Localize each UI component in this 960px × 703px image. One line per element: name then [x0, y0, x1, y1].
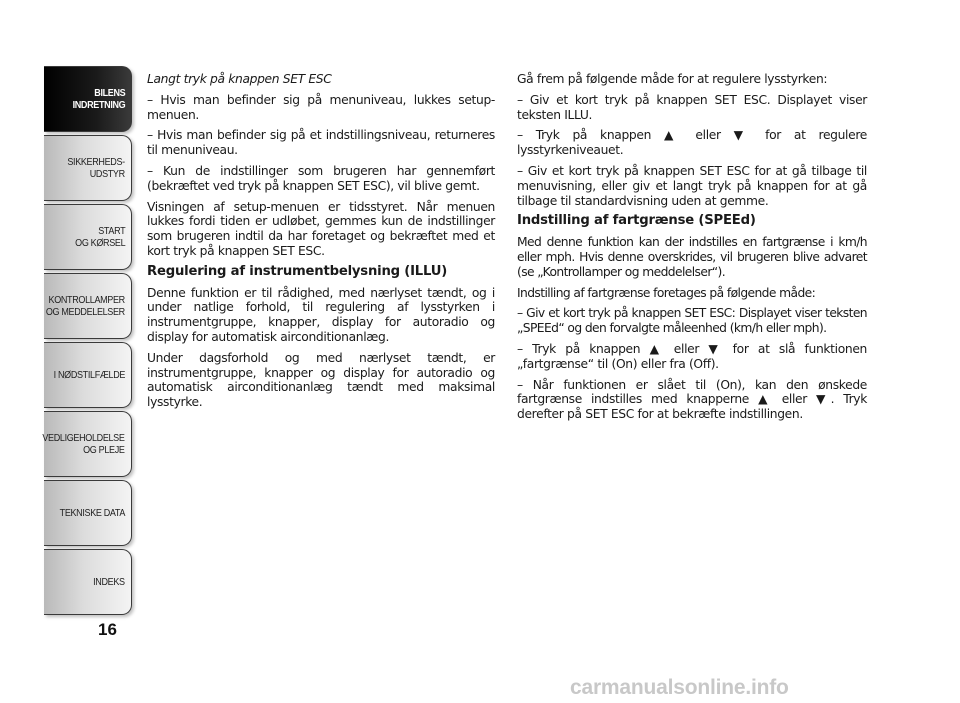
paragraph: – Tryk på knappen ▲ eller ▼ for at regulere lysstyrkeniveauet.	[517, 128, 867, 158]
tab-label: SIKKERHEDS- UDSTYR	[67, 156, 125, 180]
paragraph: – Giv et kort tryk på knappen SET ESC. Displayet viser teksten ILLU.	[517, 92, 867, 122]
page-number: 16	[98, 620, 117, 639]
paragraph: Visningen af setup-menuen er tidsstyret. Når menuen lukkes fordi tiden er udløbet, gemmes kun de indstillinger som brugeren indtil da har foretaget og bekræftet med et kort tryk på knappen SET ESC.	[147, 199, 495, 258]
paragraph: – Giv et kort tryk på knappen SET ESC: Displayet viser teksten „SPEEd“ og den forvalgte måleenhed (km/h eller mph).	[517, 306, 867, 336]
paragraph: Gå frem på følgende måde for at regulere lysstyrken:	[517, 72, 828, 86]
tab-bilens-indretning[interactable]	[44, 66, 132, 132]
paragraph: Under dagsforhold og med nærlyset tændt, er instrumentgruppe, knapper og display for autoradio og automatisk airconditionanlæg tændt med maksimal lysstyrke.	[147, 350, 495, 410]
paragraph: Indstilling af fartgrænse foretages på følgende måde:	[517, 285, 816, 300]
paragraph: – Hvis man befinder sig på et indstillingsniveau, returneres til menuniveau.	[147, 128, 495, 158]
tab-kontrollamper[interactable]	[44, 273, 132, 339]
tab-vedligeholdelse[interactable]	[44, 411, 132, 477]
watermark: carmanualsonline.info	[570, 676, 789, 699]
tab-label: KONTROLLAMPER OG MEDDELELSER	[46, 294, 125, 318]
paragraph: – Tryk på knappen ▲ eller ▼ for at slå funktionen „fartgrænse“ til (On) eller fra (Off).	[517, 341, 867, 371]
tab-i-nodstilfaelde[interactable]	[44, 342, 132, 408]
paragraph: Med denne funktion kan der indstilles en fartgrænse i km/h eller mph. Hvis denne overskrides, vil brugeren blive advaret (se „Kontrollamper og meddelelser“).	[517, 235, 867, 279]
paragraph: – Giv et kort tryk på knappen SET ESC for at gå tilbage til menuvisning, eller giv et langt tryk på knappen for at gå tilbage til standardvisning uden at gemme.	[517, 163, 867, 208]
paragraph: – Kun de indstillinger som brugeren har gennemført (bekræftet ved tryk på knappen SET ESC), vil blive gemt.	[147, 163, 495, 193]
paragraph: Denne funktion er til rådighed, med nærlyset tændt, og i under natlige forhold, til regulering af lysstyrken i instrumentgruppe, knapper, display for autoradio og display for automatisk airconditionanlæg.	[147, 285, 495, 344]
tab-label: VEDLIGEHOLDELSE OG PLEJE	[42, 432, 125, 456]
tab-start-og-korsel[interactable]	[44, 204, 132, 270]
tab-label: TEKNISKE DATA	[59, 507, 125, 519]
tab-label: BILENS INDRETNING	[72, 87, 125, 111]
tab-indeks[interactable]	[44, 549, 132, 615]
paragraph: Langt tryk på knappen SET ESC	[147, 72, 332, 86]
text-column-right	[517, 72, 867, 428]
paragraph: – Når funktionen er slået til (On), kan den ønskede fartgrænse indstilles med knapperne ▲ eller ▼. Tryk derefter på SET ESC for at bekræfte indstillingen.	[517, 377, 867, 422]
section-heading: Indstilling af fartgrænse (SPEEd)	[517, 213, 756, 229]
paragraph: – Hvis man befinder sig på menuniveau, lukkes setup-menuen.	[147, 92, 495, 122]
text-column-left	[147, 72, 495, 416]
tab-tekniske-data[interactable]	[44, 480, 132, 546]
tab-label: I NØDSTILFÆLDE	[53, 369, 125, 381]
tab-label: INDEKS	[93, 576, 125, 588]
tab-sikkerhedsudstyr[interactable]	[44, 135, 132, 201]
tab-label: START OG KØRSEL	[74, 225, 125, 249]
section-heading: Regulering af instrumentbelysning (ILLU)	[147, 263, 448, 279]
